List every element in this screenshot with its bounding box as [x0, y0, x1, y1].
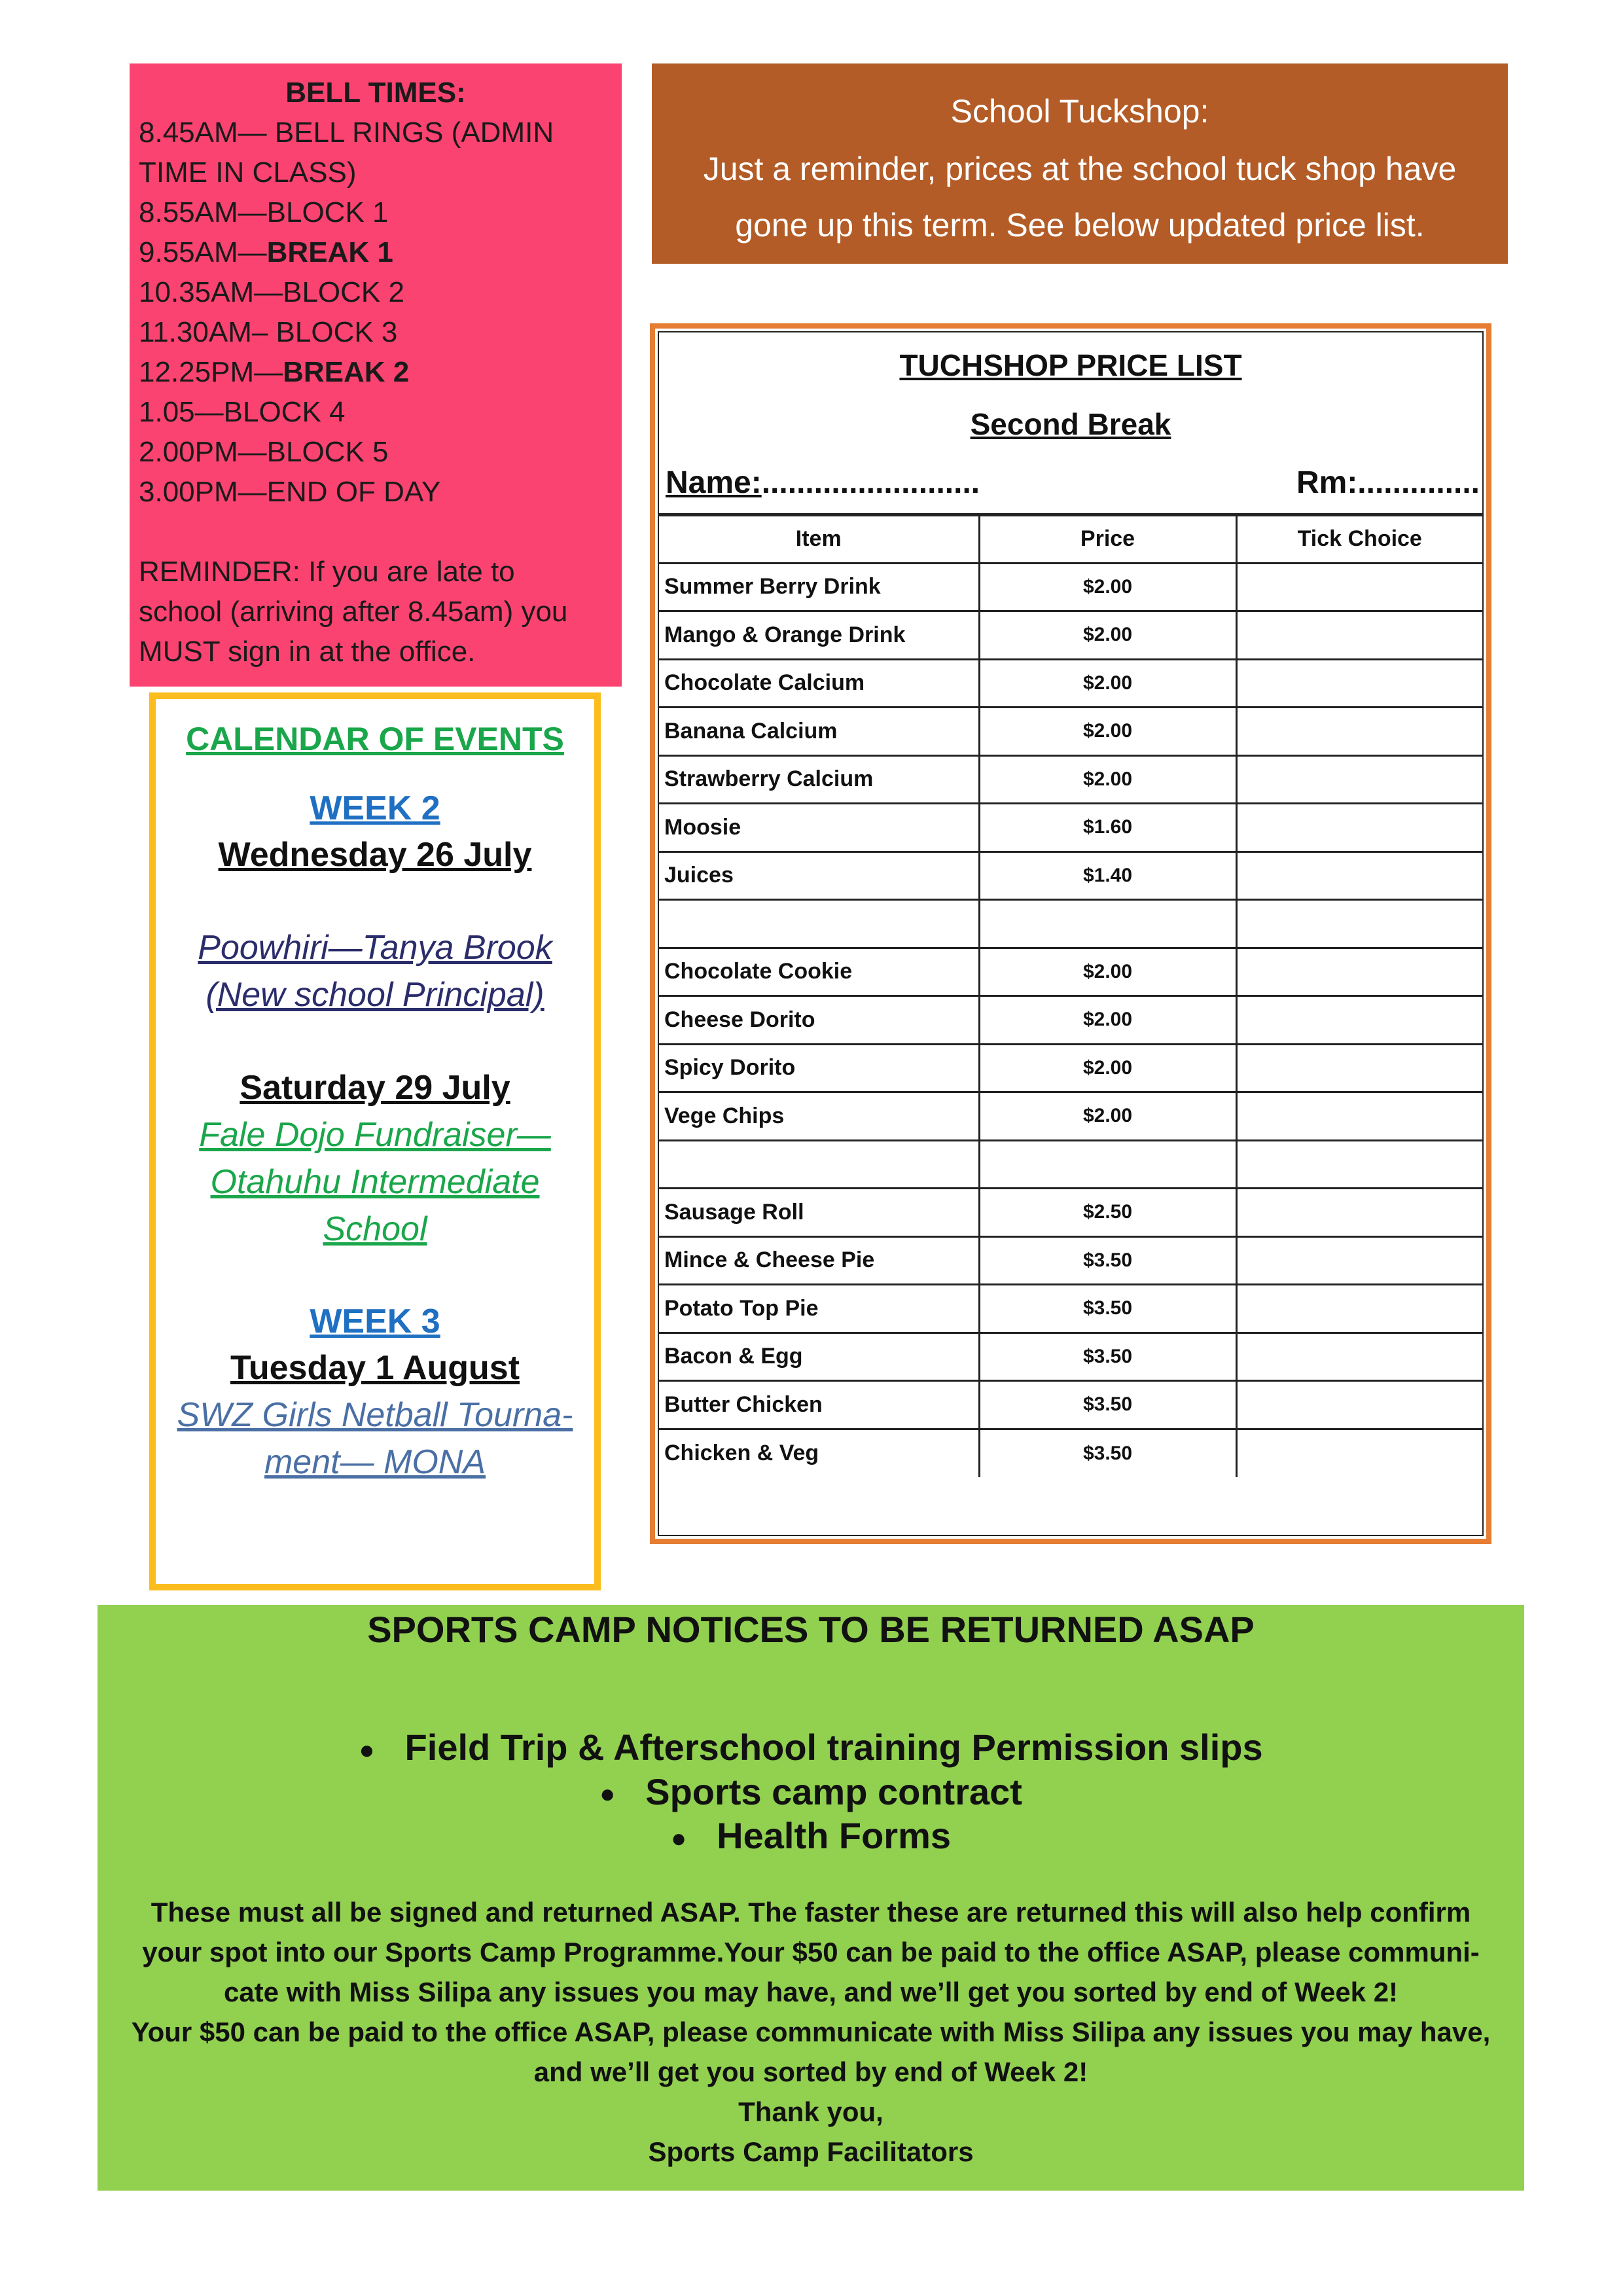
body-line: These must all be signed and returned ASAP. The faster these are returned this will also help confirm	[151, 1897, 1471, 1928]
price-list-title: TUCHSHOP PRICE LIST	[899, 348, 1242, 382]
bell-time-text: 8.55AM—BLOCK 1	[139, 196, 389, 228]
body-line: and we’ll get you sorted by end of Week 2!	[533, 2056, 1088, 2088]
bullet-icon: ●	[670, 1824, 687, 1854]
table-row	[659, 1429, 1482, 1477]
price-table	[659, 513, 1482, 1477]
bell-time-text: 10.35AM—BLOCK 2	[139, 276, 404, 308]
bell-time-text: 3.00PM—END OF DAY	[139, 476, 441, 508]
bell-time-line	[139, 312, 613, 352]
bell-time-text: 12.25PM—	[139, 356, 283, 388]
price-cell: $2.00	[979, 1092, 1236, 1141]
table-row	[659, 755, 1482, 804]
table-row	[659, 659, 1482, 708]
event-description: Fale Dojo Fundraiser—	[199, 1116, 551, 1154]
notice-item-label: Health Forms	[717, 1815, 952, 1857]
tick-choice-cell[interactable]	[1236, 804, 1482, 852]
table-header-row	[659, 515, 1482, 564]
price-cell: $2.00	[979, 948, 1236, 996]
item-cell: Vege Chips	[659, 1092, 979, 1141]
tuckshop-notice-body: Just a reminder, prices at the school tuck shop have gone up this term. See below updated price list.	[703, 151, 1457, 243]
tick-choice-cell[interactable]	[1236, 563, 1482, 611]
item-cell: Banana Calcium	[659, 708, 979, 756]
table-row	[659, 1381, 1482, 1429]
price-cell: $3.50	[979, 1236, 1236, 1285]
tuckshop-notice	[652, 63, 1508, 264]
table-row	[659, 1140, 1482, 1189]
bullet-icon: ●	[599, 1780, 616, 1809]
name-dots: .........................	[761, 465, 980, 500]
bell-time-line	[139, 352, 613, 392]
tick-choice-cell[interactable]	[1236, 1381, 1482, 1429]
item-cell: Juices	[659, 852, 979, 900]
body-line: Your $50 can be paid to the office ASAP, please communicate with Miss Silipa any issues you may have,	[131, 2017, 1491, 2048]
table-row	[659, 948, 1482, 996]
sports-camp-notices	[98, 1605, 1524, 2191]
bell-time-line	[139, 392, 613, 432]
tick-choice-cell[interactable]	[1236, 1429, 1482, 1477]
price-cell: $3.50	[979, 1285, 1236, 1333]
bell-times-title: BELL TIMES:	[285, 77, 466, 109]
bell-time-text: 1.05—BLOCK 4	[139, 396, 346, 428]
price-cell: $2.00	[979, 1044, 1236, 1092]
table-row	[659, 804, 1482, 852]
table-row	[659, 996, 1482, 1045]
item-cell: Summer Berry Drink	[659, 563, 979, 611]
bell-time-break: BREAK 2	[283, 356, 410, 388]
notice-list-item	[98, 1815, 1524, 1859]
item-cell: Potato Top Pie	[659, 1285, 979, 1333]
tick-choice-cell[interactable]	[1236, 852, 1482, 900]
item-cell: Chicken & Veg	[659, 1429, 979, 1477]
table-row	[659, 1333, 1482, 1381]
table-row	[659, 852, 1482, 900]
item-cell: Cheese Dorito	[659, 996, 979, 1045]
event-date: Tuesday 1 August	[230, 1349, 520, 1387]
name-label: Name:	[666, 465, 762, 500]
tick-choice-cell[interactable]	[1236, 996, 1482, 1045]
tuckshop-notice-title: School Tuckshop:	[950, 93, 1209, 130]
room-label: Rm:	[1296, 465, 1358, 500]
calendar-of-events	[149, 692, 601, 1590]
notice-list-item	[98, 1727, 1524, 1771]
bell-time-text: 8.45AM— BELL RINGS (ADMIN	[139, 117, 554, 149]
table-row	[659, 611, 1482, 660]
tick-choice-cell[interactable]	[1236, 611, 1482, 660]
late-reminder: REMINDER: If you are late to school (arriving after 8.45am) you MUST sign in at the office.	[139, 556, 568, 668]
event-description: School	[323, 1210, 427, 1248]
price-cell: $2.00	[979, 708, 1236, 756]
tick-choice-cell[interactable]	[1236, 708, 1482, 756]
calendar-title: CALENDAR OF EVENTS	[186, 721, 564, 757]
body-line: your spot into our Sports Camp Programme.Your $50 can be paid to the office ASAP, please communi-	[142, 1937, 1480, 1968]
price-cell: $2.50	[979, 1189, 1236, 1237]
price-cell: $3.50	[979, 1381, 1236, 1429]
bell-time-line	[139, 232, 613, 272]
price-cell: $2.00	[979, 996, 1236, 1045]
bell-time-text: 2.00PM—BLOCK 5	[139, 436, 389, 468]
table-row	[659, 1285, 1482, 1333]
item-cell: Mince & Cheese Pie	[659, 1236, 979, 1285]
tick-choice-cell[interactable]	[1236, 1333, 1482, 1381]
bullet-icon: ●	[359, 1735, 375, 1765]
event-description: ment— MONA	[264, 1443, 486, 1481]
notice-item-label: Sports camp contract	[645, 1770, 1022, 1812]
table-row	[659, 1236, 1482, 1285]
item-cell: Chocolate Calcium	[659, 659, 979, 708]
column-header-price: Price	[979, 515, 1236, 564]
tick-choice-cell[interactable]	[1236, 1044, 1482, 1092]
bell-time-line	[139, 272, 613, 312]
price-cell	[979, 900, 1236, 948]
event-description: SWZ Girls Netball Tourna-	[177, 1396, 573, 1434]
tick-choice-cell[interactable]	[1236, 1140, 1482, 1189]
price-cell: $1.60	[979, 804, 1236, 852]
price-cell: $1.40	[979, 852, 1236, 900]
price-cell: $3.50	[979, 1333, 1236, 1381]
item-cell: Mango & Orange Drink	[659, 611, 979, 660]
price-list-subtitle: Second Break	[970, 407, 1171, 441]
event-description: (New school Principal)	[205, 976, 544, 1014]
event-description: Otahuhu Intermediate	[210, 1163, 540, 1201]
bell-time-line	[139, 432, 613, 472]
price-cell	[979, 1140, 1236, 1189]
price-cell: $3.50	[979, 1429, 1236, 1477]
bell-times-list	[139, 113, 613, 512]
bell-time-text: 11.30AM– BLOCK 3	[139, 316, 398, 348]
column-header-tick-choice: Tick Choice	[1236, 515, 1482, 564]
bell-times-box	[130, 63, 622, 687]
event-date: Wednesday 26 July	[218, 836, 532, 874]
body-line: cate with Miss Silipa any issues you may have, and we’ll get you sorted by end of Week 2!	[223, 1977, 1399, 2008]
tick-choice-cell[interactable]	[1236, 1189, 1482, 1237]
table-row	[659, 1044, 1482, 1092]
sports-camp-body	[98, 1892, 1524, 2172]
name-field[interactable]	[666, 463, 980, 503]
bell-time-line	[139, 192, 613, 232]
event-description: Poowhiri—Tanya Brook	[198, 929, 552, 967]
tick-choice-cell[interactable]	[1236, 1236, 1482, 1285]
item-cell: Strawberry Calcium	[659, 755, 979, 804]
bell-time-line	[139, 152, 613, 192]
tick-choice-cell[interactable]	[1236, 900, 1482, 948]
bell-time-line	[139, 472, 613, 512]
item-cell: Moosie	[659, 804, 979, 852]
table-row	[659, 900, 1482, 948]
room-field[interactable]	[1296, 463, 1480, 503]
tuckshop-price-list	[650, 323, 1491, 1544]
table-row	[659, 563, 1482, 611]
price-cell: $2.00	[979, 659, 1236, 708]
notice-list-item	[98, 1771, 1524, 1816]
table-row	[659, 708, 1482, 756]
table-row	[659, 1092, 1482, 1141]
item-cell	[659, 1140, 979, 1189]
tick-choice-cell[interactable]	[1236, 1092, 1482, 1141]
week-2-heading: WEEK 2	[310, 789, 440, 827]
week-3-heading: WEEK 3	[310, 1302, 440, 1340]
event-date: Saturday 29 July	[240, 1069, 510, 1107]
bell-time-line	[139, 113, 613, 152]
tick-choice-cell[interactable]	[1236, 948, 1482, 996]
item-cell: Chocolate Cookie	[659, 948, 979, 996]
item-cell: Bacon & Egg	[659, 1333, 979, 1381]
tick-choice-cell[interactable]	[1236, 755, 1482, 804]
item-cell: Spicy Dorito	[659, 1044, 979, 1092]
item-cell: Sausage Roll	[659, 1189, 979, 1237]
tick-choice-cell[interactable]	[1236, 659, 1482, 708]
price-cell: $2.00	[979, 611, 1236, 660]
sports-camp-heading: SPORTS CAMP NOTICES TO BE RETURNED ASAP	[367, 1609, 1255, 1650]
bell-time-text: TIME IN CLASS)	[139, 156, 357, 188]
table-row	[659, 1189, 1482, 1237]
column-header-item: Item	[659, 515, 979, 564]
price-list-form	[658, 331, 1484, 1536]
bell-time-text: 9.55AM—	[139, 236, 267, 268]
notice-item-label: Field Trip & Afterschool training Permission slips	[404, 1727, 1263, 1768]
room-dots: ..............	[1357, 465, 1480, 500]
bell-time-break: BREAK 1	[266, 236, 393, 268]
price-cell: $2.00	[979, 755, 1236, 804]
item-cell	[659, 900, 979, 948]
notice-list	[98, 1727, 1524, 1859]
item-cell: Butter Chicken	[659, 1381, 979, 1429]
price-cell: $2.00	[979, 563, 1236, 611]
body-line: Sports Camp Facilitators	[648, 2136, 974, 2168]
body-line: Thank you,	[738, 2096, 883, 2128]
tick-choice-cell[interactable]	[1236, 1285, 1482, 1333]
